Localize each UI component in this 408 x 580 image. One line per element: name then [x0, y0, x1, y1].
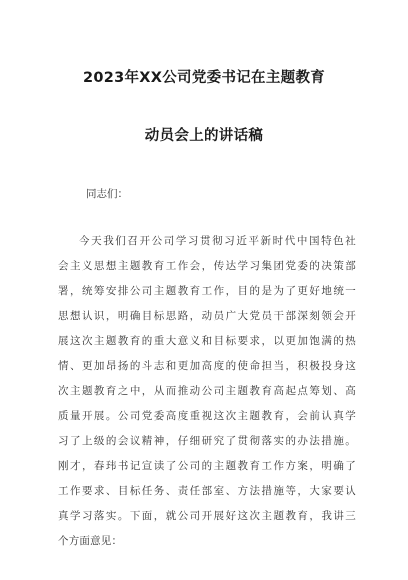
paragraph-line: 署，统筹安排公司主题教育工作，目的是为了更好地统一: [58, 285, 356, 297]
paragraph-line: 今天我们召开公司学习贯彻习近平新时代中国特色社: [79, 235, 356, 247]
paragraph-line: 情、更加昂扬的斗志和更加高度的使命担当，积极投身这: [58, 360, 356, 372]
document-title-line-2: 动员会上的讲话稿: [144, 128, 264, 144]
paragraph-line: 会主义思想主题教育工作会，传达学习集团党委的决策部: [58, 260, 356, 272]
paragraph-line: 次主题教育之中，从而推动公司主题教育高起点筹划、高: [58, 385, 356, 397]
paragraph-line: 工作要求、目标任务、责任部室、方法措施等，大家要认: [58, 485, 356, 497]
document-title-line-1: 2023年XX公司党委书记在主题教育: [82, 70, 326, 86]
salutation: 同志们：: [86, 188, 128, 200]
paragraph-line: 展这次主题教育的重大意义和目标要求，以更加饱满的热: [58, 335, 356, 347]
paragraph-line: 刚才，春玮书记宣读了公司的主题教育工作方案，明确了: [58, 460, 356, 472]
paragraph-line: 真学习落实。下面，就公司开展好这次主题教育，我讲三: [58, 510, 356, 522]
paragraph-line: 习了上级的会议精神，仔细研究了贯彻落实的办法措施。: [58, 435, 356, 447]
paragraph-line: 质量开展。公司党委高度重视这次主题教育，会前认真学: [58, 410, 356, 422]
paragraph-line: 个方面意见：: [58, 535, 123, 547]
paragraph-line: 思想认识，明确目标思路，动员广大党员干部深刻领会开: [58, 310, 356, 322]
